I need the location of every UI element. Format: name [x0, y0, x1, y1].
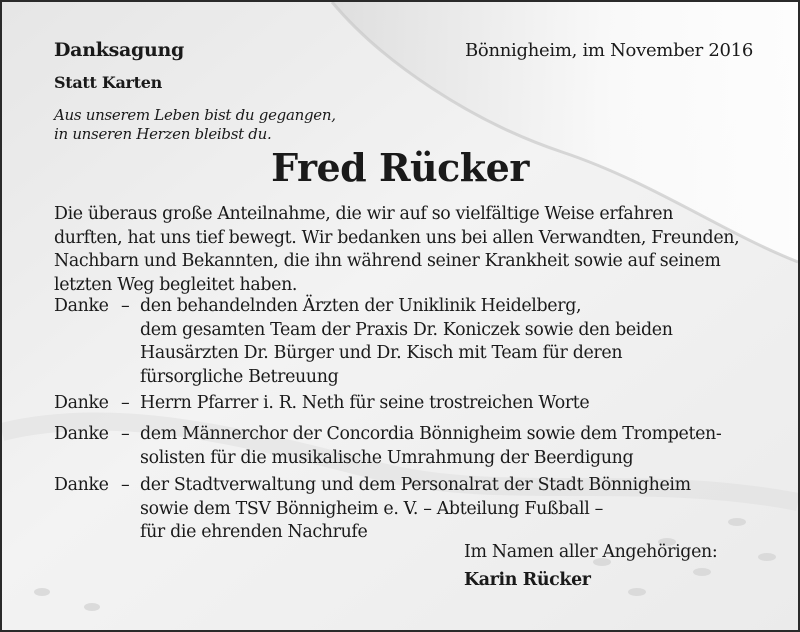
- thanks-text: [140, 474, 691, 545]
- thanks-dash: –: [121, 475, 130, 495]
- memorial-quote: [54, 106, 336, 144]
- intro-paragraph: [54, 203, 739, 297]
- deceased-name: Fred Rücker: [271, 145, 529, 190]
- thanks-line: sowie dem TSV Bönnigheim e. V. – Abteilung Fußball –: [140, 498, 603, 519]
- thanks-line: solisten für die musikalische Umrahmung der Beerdigung: [140, 447, 634, 468]
- thanks-line: für die ehrenden Nachrufe: [140, 522, 368, 542]
- notice-heading: Danksagung: [54, 39, 184, 61]
- thanks-word: Danke: [54, 475, 109, 495]
- thanks-line: dem Männerchor der Concordia Bönnigheim sowie dem Trompeten-: [140, 424, 722, 444]
- intro-line: letzten Weg begleitet haben.: [54, 274, 298, 295]
- intro-line: durften, hat uns tief bewegt. Wir bedanken uns bei allen Verwandten, Freunden,: [54, 227, 740, 248]
- thanks-text: [140, 392, 589, 416]
- quote-line: in unseren Herzen bleibst du.: [54, 125, 272, 143]
- notice-subheading: Statt Karten: [54, 73, 162, 92]
- thanks-line: Herrn Pfarrer i. R. Neth für seine trostreichen Worte: [140, 393, 590, 413]
- signoff-name: Karin Rücker: [464, 570, 591, 590]
- quote-line: Aus unserem Leben bist du gegangen,: [54, 106, 336, 124]
- thanks-word: Danke: [54, 424, 109, 444]
- thanks-line: Hausärzten Dr. Bürger und Dr. Kisch mit Team für deren: [140, 343, 623, 363]
- signoff-label: Im Namen aller Angehörigen:: [464, 542, 718, 562]
- thanks-dash: –: [121, 424, 130, 444]
- notice-content: [2, 2, 798, 630]
- intro-line: Nachbarn und Bekannten, die ihn während seiner Krankheit sowie auf seinem: [54, 251, 721, 271]
- intro-line: Die überaus große Anteilnahme, die wir auf so vielfältige Weise erfahren: [54, 204, 674, 224]
- place-and-date: Bönnigheim, im November 2016: [465, 40, 753, 61]
- thanks-text: [140, 423, 721, 470]
- thanks-line: der Stadtverwaltung und dem Personalrat der Stadt Bönnigheim: [140, 475, 691, 495]
- thanks-word: Danke: [54, 393, 109, 413]
- thanks-line: dem gesamten Team der Praxis Dr. Koniczek sowie den beiden: [140, 319, 673, 340]
- thanks-text: [140, 295, 673, 389]
- thanks-dash: –: [121, 393, 130, 413]
- thanks-dash: –: [121, 296, 130, 316]
- thanks-word: Danke: [54, 296, 109, 316]
- thanks-line: den behandelnden Ärzten der Uniklinik Heidelberg,: [140, 296, 582, 316]
- thanks-line: fürsorgliche Betreuung: [140, 366, 339, 387]
